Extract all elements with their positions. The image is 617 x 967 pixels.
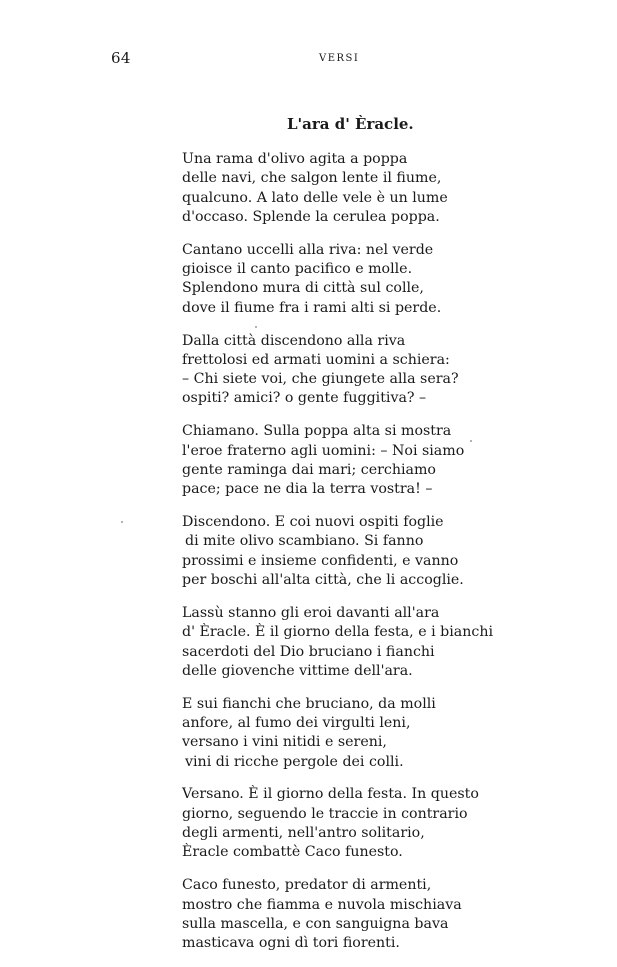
stanza-3 [182,332,602,409]
verse-line: delle navi, che salgon lente il fiume, [182,170,442,187]
stanza-4 [182,422,602,499]
paper-speck [255,326,257,328]
verse-line: Èracle combattè Caco funesto. [182,844,403,861]
verse-line: d'occaso. Splende la cerulea poppa. [182,208,440,225]
verse-line: per boschi all'alta città, che li accoglie. [182,572,464,589]
verse-line: giorno, seguendo le traccie in contrario [182,805,468,822]
verse-line: l'eroe fraterno agli uomini: – Noi siamo [182,442,465,459]
verse-line: dove il fiume fra i rami alti si perde. [182,299,442,316]
verse-line: Versano. È il giorno della festa. In questo [182,786,479,803]
verse-line: Splendono mura di città sul colle, [182,280,424,297]
verse-line: anfore, al fumo dei virgulti leni, [182,714,411,731]
stanza-5 [182,513,602,590]
stanza-7 [182,695,602,772]
verse-line: mostro che fiamma e nuvola mischiava [182,896,462,913]
verse-line: Una rama d'olivo agita a poppa [182,151,408,167]
verse-line: delle giovenche vittime dell'ara. [182,662,413,679]
verse-line: Discendono. E coi nuovi ospiti foglie [182,514,444,531]
verse-line: sulla mascella, e con sanguigna bava [182,915,449,932]
verse-line: Chiamano. Sulla poppa alta si mostra [182,423,452,440]
verse-line: ospiti? amici? o gente fuggitiva? – [182,390,427,407]
verse-line: pace; pace ne dia la terra vostra! – [182,481,433,498]
verse-line: frettolosi ed armati uomini a schiera: [182,351,450,368]
poem-title: L'ara d' Èracle. [287,115,414,133]
verse-line: gioisce il canto pacifico e molle. [182,261,413,278]
paper-speck [470,440,472,442]
stanza-8 [182,785,602,862]
verse-line: gente raminga dai mari; cerchiamo [182,461,436,478]
running-head: VERSI [319,53,360,64]
verse-line: sacerdoti del Dio bruciano i fianchi [182,643,435,660]
verse-line: E sui fianchi che bruciano, da molli [182,695,436,712]
verse-line: di mite olivo scambiano. Si fanno [185,533,424,550]
verse-line: vini di ricche pergole dei colli. [185,753,404,770]
verse-line: – Chi siete voi, che giungete alla sera? [182,371,459,388]
stanza-9 [182,876,602,953]
verse-line: prossimi e insieme confidenti, e vanno [182,552,459,569]
page-number: 64 [111,49,131,67]
verse-line: qualcuno. A lato delle vele è un lume [182,189,448,206]
verse-line: Cantano uccelli alla riva: nel verde [182,241,434,258]
stanza-2 [182,241,602,318]
paper-speck [121,521,123,523]
stanza-6 [182,604,602,681]
verse-line: Lassù stanno gli eroi davanti all'ara [182,604,440,621]
poem-body [182,150,602,967]
verse-line: versano i vini nitidi e sereni, [182,734,387,751]
verse-line: Caco funesto, predator di armenti, [182,877,432,894]
verse-line: degli armenti, nell'antro solitario, [182,825,425,842]
verse-line: masticava ogni dì tori fiorenti. [182,935,400,952]
verse-line: d' Èracle. È il giorno della festa, e i bianchi [182,624,493,641]
stanza-1 [182,150,602,227]
verse-line: Dalla città discendono alla riva [182,332,406,349]
